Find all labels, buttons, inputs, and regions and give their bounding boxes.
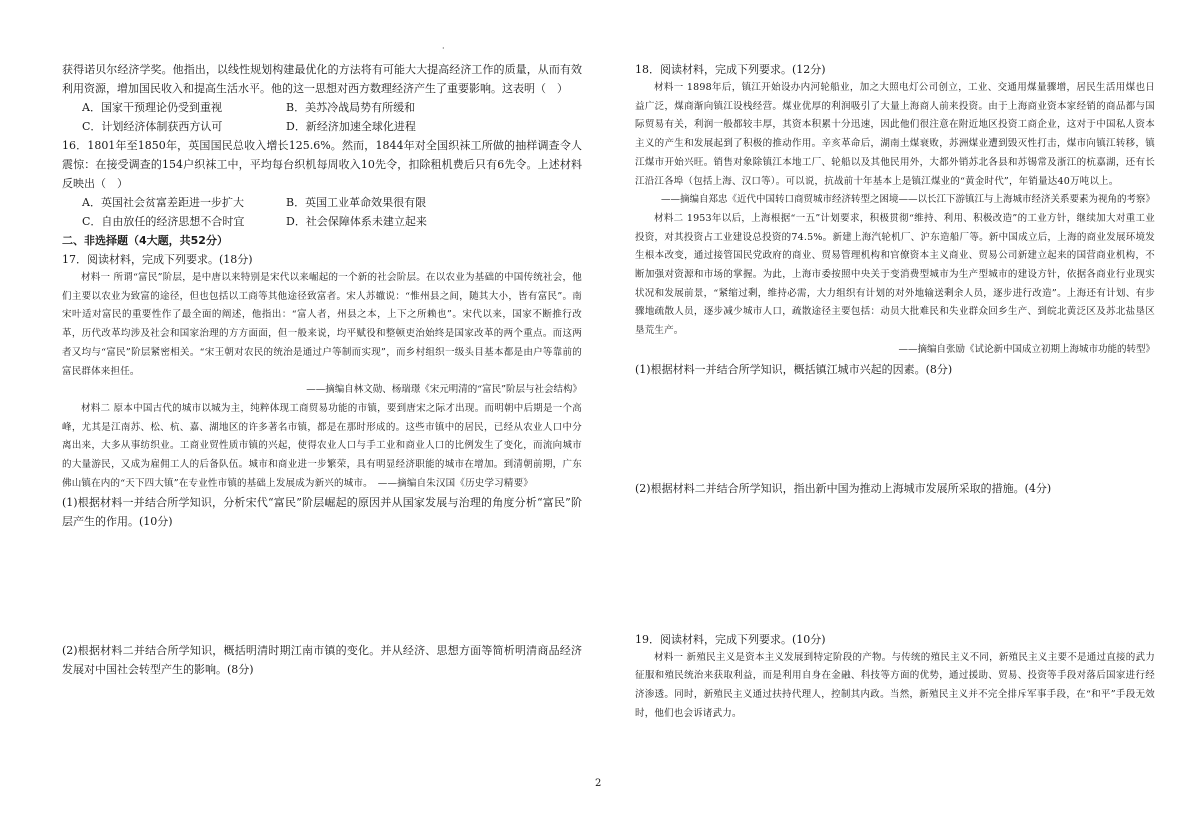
page-number: 2 — [595, 778, 602, 789]
q15-option-c: C．计划经济体制获西方认可 — [82, 120, 223, 133]
right-column — [635, 60, 1155, 723]
question-15-options — [82, 98, 582, 136]
q15-option-d: D．新经济加速全球化进程 — [286, 120, 416, 133]
question-16-stem: 16．1801年至1850年，英国国民总收入增长125.6%。然而，1844年对全国织袜工所做的抽样调查令人震惊：在接受调查的154户织袜工中，平均每台织机每周收入10先令，扣除租机费后只有6先令。上述材料反映出（ ） — [62, 139, 582, 190]
q17-material-1-source: ——摘编自林文勋、杨瑞璟《宋元明清的“富民”阶层与社会结构》 — [306, 384, 582, 396]
answer-space — [635, 379, 1155, 479]
q16-option-c: C．自由放任的经济思想不合时宜 — [82, 215, 245, 228]
question-19-title: 19．阅读材料，完成下列要求。(10分) — [635, 632, 826, 646]
q18-question-2: (2)根据材料二并结合所学知识，指出新中国为推动上海城市发展所采取的措施。(4分) — [635, 481, 1052, 495]
left-column — [62, 60, 582, 679]
q18-material-2-source: ——摘编自张励《试论新中国成立初期上海城市功能的转型》 — [898, 343, 1155, 355]
q17-material-1: 材料一 所谓“富民”阶层，是中唐以来特别是宋代以来崛起的一个新的社会阶层。在以农业为基础的中国传统社会，他们主要以农业为致富的途径，但也包括以工商等其他途径致富者。宋人苏辙说：“惟州县之间，随其大小，皆有富民”。南宋叶适对富民的重要性作了最全面的阐述，他指出：“富人者，州县之本，上下之所赖也”。宋代以来，国家不断推行改革，历代改革均涉及社会和国家治理的方方面面，但一般来说，均平赋役和整顿吏治始终是国家改革的两个重点。而这两者又均与“富民”阶层紧密相关。“宋王朝对农民的统治是通过户等制而实现”，而乡村组织一级头目基本都是由户等靠前的富民群体来担任。 — [62, 272, 582, 377]
q17-question-2: (2)根据材料二并结合所学知识，概括明清时期江南市镇的变化。并从经济、思想方面等简析明清商品经济发展对中国社会转型产生的影响。(8分) — [62, 644, 582, 677]
q16-option-b: B．英国工业革命效果很有限 — [286, 196, 427, 209]
q17-question-1: (1)根据材料一并结合所学知识，分析宋代“富民”阶层崛起的原因并从国家发展与治理的角度分析“富民”阶层产生的作用。(10分) — [62, 496, 582, 529]
q18-material-2: 材料二 1953年以后，上海根据“一五”计划要求，积极贯彻“维持、利用、积极改造”的工业方针，继续加大对重工业投资，对其投资占工业建设总投资的74.5%。新建上海汽轮机厂、沪东造船厂等。新中国成立后，上海的商业发展环境发生根本改变，通过接管国民党政府的商业、贸易管理机构和官僚资本主义商业、贸易公司新建立起来的国营商业机构，不断加强对资源和市场的掌握。为此，上海市委按照中央关于变消费型城市为生产型城市的建设方针，依据各商业行业现实状况和发展前景，“紧缩过剩，维持必需，大力组织有计划的对外地输送剩余人员，逐步进行改造”。上海还有计划、有步骤地疏散人员，逐步减少城市人口，疏散途径主要包括：动员大批难民和失业群众回乡生产、到皖北黄泛区及苏北盐垦区垦荒生产。 — [635, 212, 1155, 337]
header-dot: · — [442, 44, 445, 53]
q18-material-1-source: ——摘编自郑忠《近代中国转口商贸城市经济转型之困境——以长江下游镇江与上海城市经济关系要素为视角的考察》 — [660, 194, 1155, 206]
question-17-title: 17．阅读材料，完成下列要求。(18分) — [62, 253, 253, 266]
q15-option-b: B．美苏冷战局势有所缓和 — [286, 101, 416, 114]
question-18-title: 18．阅读材料，完成下列要求。(12分) — [635, 63, 826, 76]
section-2-heading: 二、非选择题（4大题，共52分） — [62, 234, 228, 247]
q18-question-1: (1)根据材料一并结合所学知识，概括镇江城市兴起的因素。(8分) — [635, 362, 953, 376]
answer-space — [635, 498, 1155, 630]
q17-material-2: 材料二 原本中国古代的城市以城为主，纯粹体现工商贸易功能的市镇，要到唐宋之际才出现。而明朝中后期是一个高峰，尤其是江南苏、松、杭、嘉、湖地区的许多著名市镇，都是在那时形成的。这些市镇中的居民，已经从农业人口中分离出来，大多从事纺织业。工商业贸性质市镇的兴起，使得农业人口与手工业和商业人口的比例发生了变化，而流向城市的大量游民，又成为雇佣工人的后备队伍。城市和商业进一步繁荣，具有明显经济职能的城市在增加。到清朝前期，广东佛山镇在内的“天下四大镇”在专业性市镇的基础上发展成为新兴的城市。 ——摘编自朱汉国《历史学习精要》 — [62, 402, 582, 489]
question-16-options — [82, 193, 582, 231]
question-15-continuation: 获得诺贝尔经济学奖。他指出，以线性规划构建最优化的方法将有可能大大提高经济工作的质量，从而有效利用资源，增加国民收入和提高生活水平。他的这一思想对西方数理经济产生了重要影响。这表明（ ） — [62, 63, 582, 95]
q19-material-1: 材料一 新殖民主义是资本主义发展到特定阶段的产物。与传统的殖民主义不同，新殖民主义主要不是通过直接的武力征服和殖民统治来获取利益，而是利用自身在金融、科技等方面的优势，通过援助、贸易、投资等手段对落后国家进行经济渗透。同时，新殖民主义通过扶持代理人，控制其内政。当然，新殖民主义并不完全排斥军事手段，在“和平”手段无效时，他们也会诉诸武力。 — [635, 651, 1155, 719]
answer-space — [62, 531, 582, 641]
q16-option-a: A．英国社会贫富差距进一步扩大 — [82, 196, 244, 209]
q15-option-a: A．国家干预理论仍受到重视 — [82, 101, 222, 114]
q18-material-1: 材料一 1898年后，镇江开始设办内河轮船业，加之大照电灯公司创立，工业、交通用煤量骤增，居民生活用煤也日益广泛，煤商渐向镇江设栈经营。煤业优厚的利润吸引了大量上海商人前来投资。由于上海商业资本家经销的商品都与国际贸易有关，利润一般都较丰厚，其资本积累十分迅速，因此他们很注意在附近地区投资工商企业，这对于中国私人资本主义的产生和发展起到了积极的推动作用。辛亥革命后，湖南土煤衰败，苏洲煤业遭到毁灭性打击，煤市向镇江转移，镇江煤市开始兴旺。销售对象除镇江本地工厂、轮船以及其他民用外，大都外销苏北各县和苏锡常及浙江的杭嘉湖，还有长江沿江各埠（包括上海、汉口等）。可以说，抗战前十年基本上是镇江煤业的“黄金时代”，年销量达40万吨以上。 — [635, 82, 1155, 187]
q16-option-d: D．社会保障体系未建立起来 — [286, 215, 427, 228]
